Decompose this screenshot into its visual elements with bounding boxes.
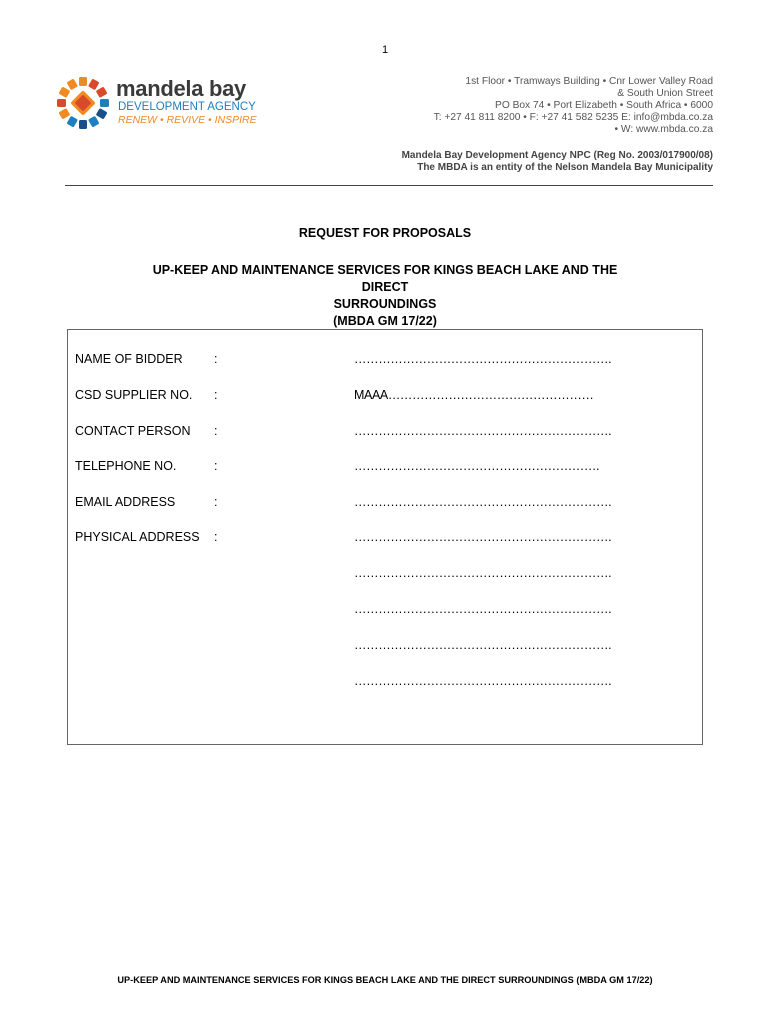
document-reference: (MBDA GM 17/22) — [333, 314, 437, 328]
address-line: • W: www.mbda.co.za — [614, 124, 713, 135]
field-colon: : — [214, 352, 218, 366]
registration-line: The MBDA is an entity of the Nelson Mandela Bay Municipality — [417, 162, 713, 173]
physical-address-line-2[interactable]: ………………………………………………………. — [354, 566, 612, 580]
sun-emblem-icon — [56, 76, 110, 130]
csd-supplier-no-field[interactable]: MAAA…………………………………………… — [354, 388, 594, 402]
address-line: & South Union Street — [617, 88, 713, 99]
email-address-field[interactable]: ………………………………………………………. — [354, 495, 612, 509]
address-line: 1st Floor • Tramways Building • Cnr Lower Valley Road — [465, 76, 713, 87]
document-subtitle — [140, 262, 630, 330]
field-label: TELEPHONE NO. — [75, 459, 177, 473]
field-label: EMAIL ADDRESS — [75, 495, 176, 509]
field-label: PHYSICAL ADDRESS — [75, 530, 200, 544]
address-line: PO Box 74 • Port Elizabeth • South Africa • 6000 — [495, 100, 713, 111]
subtitle-line: SURROUNDINGS — [333, 297, 437, 311]
field-colon: : — [214, 530, 218, 544]
page-footer: UP-KEEP AND MAINTENANCE SERVICES FOR KINGS BEACH LAKE AND THE DIRECT SURROUNDINGS (MBDA GM 17/22) — [117, 975, 653, 985]
brand-subtitle: DEVELOPMENT AGENCY — [118, 101, 256, 113]
header-divider — [65, 185, 713, 186]
registration-line: Mandela Bay Development Agency NPC (Reg No. 2003/017900/08) — [401, 150, 713, 161]
registration-block — [402, 150, 713, 174]
address-line: T: +27 41 811 8200 • F: +27 41 582 5235 E: info@mbda.co.za — [433, 112, 713, 123]
telephone-no-field[interactable]: ……………………………………………………. — [354, 459, 600, 473]
mbda-logo — [56, 76, 296, 130]
contact-address-block — [434, 76, 713, 136]
physical-address-line-3[interactable]: ………………………………………………………. — [354, 602, 612, 616]
brand-name: mandela bay — [116, 76, 246, 101]
physical-address-line-4[interactable]: ………………………………………………………. — [354, 638, 612, 652]
field-label: CSD SUPPLIER NO. — [75, 388, 193, 402]
field-colon: : — [214, 459, 218, 473]
field-colon: : — [214, 495, 218, 509]
field-label: CONTACT PERSON — [75, 424, 191, 438]
brand-tagline: RENEW • REVIVE • INSPIRE — [118, 114, 257, 126]
subtitle-line: UP-KEEP AND MAINTENANCE SERVICES FOR KINGS BEACH LAKE AND THE DIRECT — [152, 263, 618, 294]
field-colon: : — [214, 388, 218, 402]
field-label: NAME OF BIDDER — [75, 352, 183, 366]
bidder-details-form — [67, 329, 703, 745]
document-title: REQUEST FOR PROPOSALS — [298, 226, 472, 240]
page-number: 1 — [381, 44, 389, 56]
bidder-name-field[interactable]: ………………………………………………………. — [354, 352, 612, 366]
contact-person-field[interactable]: ………………………………………………………. — [354, 424, 612, 438]
physical-address-field[interactable]: ………………………………………………………. — [354, 530, 612, 544]
field-colon: : — [214, 424, 218, 438]
physical-address-line-5[interactable]: ………………………………………………………. — [354, 674, 612, 688]
